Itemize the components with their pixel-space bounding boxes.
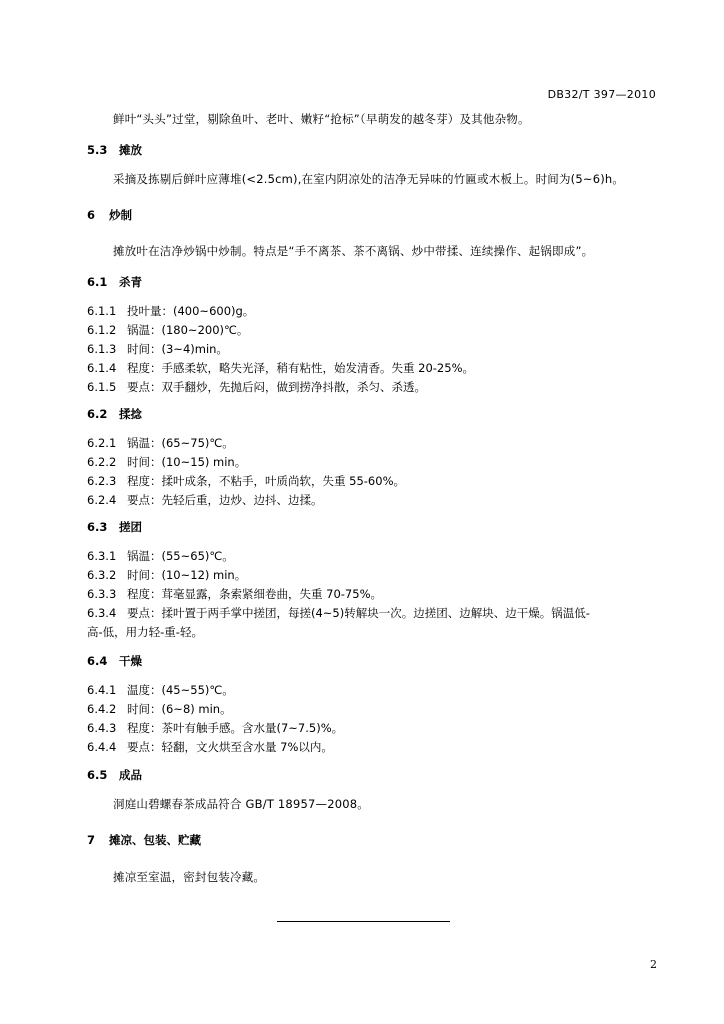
item-number: 6.1.3 (87, 342, 117, 356)
section-title: 干燥 (119, 654, 143, 668)
list-item (87, 436, 234, 450)
section-6-2-heading (87, 407, 142, 421)
section-number: 6 (87, 208, 96, 222)
section-7-heading (87, 833, 201, 847)
list-item (87, 568, 246, 582)
item-number: 6.4.1 (87, 683, 117, 697)
item-text: 要点：揉叶置于两手掌中搓团，每搓(4~5)转解块一次。边搓团、边解块、边干燥。锅温低- (127, 606, 590, 620)
item-text: 要点：轻翻，文火烘至含水量 7%以内。 (127, 740, 333, 754)
list-item (87, 380, 426, 394)
page-number: 2 (650, 958, 657, 971)
item-number: 6.3.4 (87, 606, 117, 620)
end-separator-line (277, 921, 450, 922)
section-title: 炒制 (109, 208, 133, 222)
item-number: 6.2.3 (87, 474, 117, 488)
section-6-1-heading (87, 275, 142, 289)
item-number: 6.4.4 (87, 740, 117, 754)
list-item (87, 683, 234, 697)
list-item (87, 323, 248, 337)
item-text: 锅温：(65~75)℃。 (127, 436, 234, 450)
section-6-heading (87, 208, 132, 222)
item-text: 时间：(6~8) min。 (127, 702, 232, 716)
section-title: 杀青 (119, 275, 143, 289)
item-text: 投叶量：(400~600)g。 (127, 304, 255, 318)
section-title: 搓团 (119, 520, 143, 534)
section-6-text: 摊放叶在洁净炒锅中炒制。特点是“手不离茶、茶不离锅、炒中带揉、连续操作、起锅即成”。 (113, 244, 594, 258)
section-5-3-heading (87, 143, 142, 157)
item-number: 6.1.5 (87, 380, 117, 394)
item-number: 6.2.1 (87, 436, 117, 450)
item-number: 6.2.4 (87, 493, 117, 507)
item-text: 程度：手感柔软，略失光泽，稍有粘性，始发清香。失重 20-25%。 (127, 361, 474, 375)
list-item (87, 455, 246, 469)
list-item (87, 606, 590, 620)
section-5-3-text: 采摘及拣剔后鲜叶应薄堆(<2.5cm),在室内阴凉处的洁净无异味的竹匾或木板上。时间为(5~6)h。 (113, 172, 625, 186)
item-text: 时间：(10~15) min。 (127, 455, 247, 469)
section-6-5-heading (87, 768, 142, 782)
list-item (87, 361, 474, 375)
list-item (87, 474, 405, 488)
item-text: 锅温：(55~65)℃。 (127, 549, 234, 563)
section-title: 摊放 (119, 143, 143, 157)
item-number: 6.2.2 (87, 455, 117, 469)
item-text: 时间：(3~4)min。 (127, 342, 228, 356)
item-text: 要点：双手翻炒，先抛后闷，做到捞净抖散，杀匀、杀透。 (127, 380, 426, 394)
list-item (87, 304, 254, 318)
intro-line: 鲜叶“头头”过堂，剔除鱼叶、老叶、嫩籽“抢标”（早萌发的越冬芽）及其他杂物。 (113, 112, 530, 126)
section-number: 6.4 (87, 654, 108, 668)
section-6-4-heading (87, 654, 142, 668)
item-number: 6.3.1 (87, 549, 117, 563)
section-number: 6.1 (87, 275, 108, 289)
item-text: 程度：揉叶成条，不粘手，叶质尚软，失重 55-60%。 (127, 474, 405, 488)
section-number: 6.2 (87, 407, 108, 421)
item-number: 6.1.1 (87, 304, 117, 318)
item-number: 6.4.3 (87, 721, 117, 735)
section-number: 7 (87, 833, 96, 847)
item-number: 6.1.4 (87, 361, 117, 375)
section-title: 摊凉、包装、贮藏 (109, 833, 202, 847)
item-number: 6.4.2 (87, 702, 117, 716)
list-item (87, 342, 228, 356)
section-6-5-text: 洞庭山碧螺春茶成品符合 GB/T 18957—2008。 (113, 797, 369, 811)
section-title: 揉捻 (119, 407, 143, 421)
section-7-text: 摊凉至室温，密封包装冷藏。 (113, 870, 266, 884)
item-text: 时间：(10~12) min。 (127, 568, 247, 582)
item-text: 程度：茸毫显露，条索紧细卷曲，失重 70-75%。 (127, 587, 382, 601)
standard-code: DB32/T 397—2010 (547, 88, 656, 101)
item-text: 温度：(45~55)℃。 (127, 683, 234, 697)
item-number: 6.3.2 (87, 568, 117, 582)
list-item (87, 493, 323, 507)
section-title: 成品 (119, 768, 143, 782)
item-text: 锅温：(180~200)℃。 (127, 323, 249, 337)
list-item (87, 549, 234, 563)
item-number: 6.1.2 (87, 323, 117, 337)
section-number: 6.5 (87, 768, 108, 782)
list-item (87, 721, 343, 735)
list-item (87, 740, 333, 754)
list-item (87, 587, 382, 601)
item-text: 要点：先轻后重，边炒、边抖、边揉。 (127, 493, 323, 507)
item-text: 程度：茶叶有触手感。含水量(7~7.5)%。 (127, 721, 344, 735)
list-item-continuation: 高-低，用力轻-重-轻。 (87, 625, 203, 639)
item-number: 6.3.3 (87, 587, 117, 601)
list-item (87, 702, 232, 716)
section-6-3-heading (87, 520, 142, 534)
section-number: 5.3 (87, 143, 108, 157)
section-number: 6.3 (87, 520, 108, 534)
